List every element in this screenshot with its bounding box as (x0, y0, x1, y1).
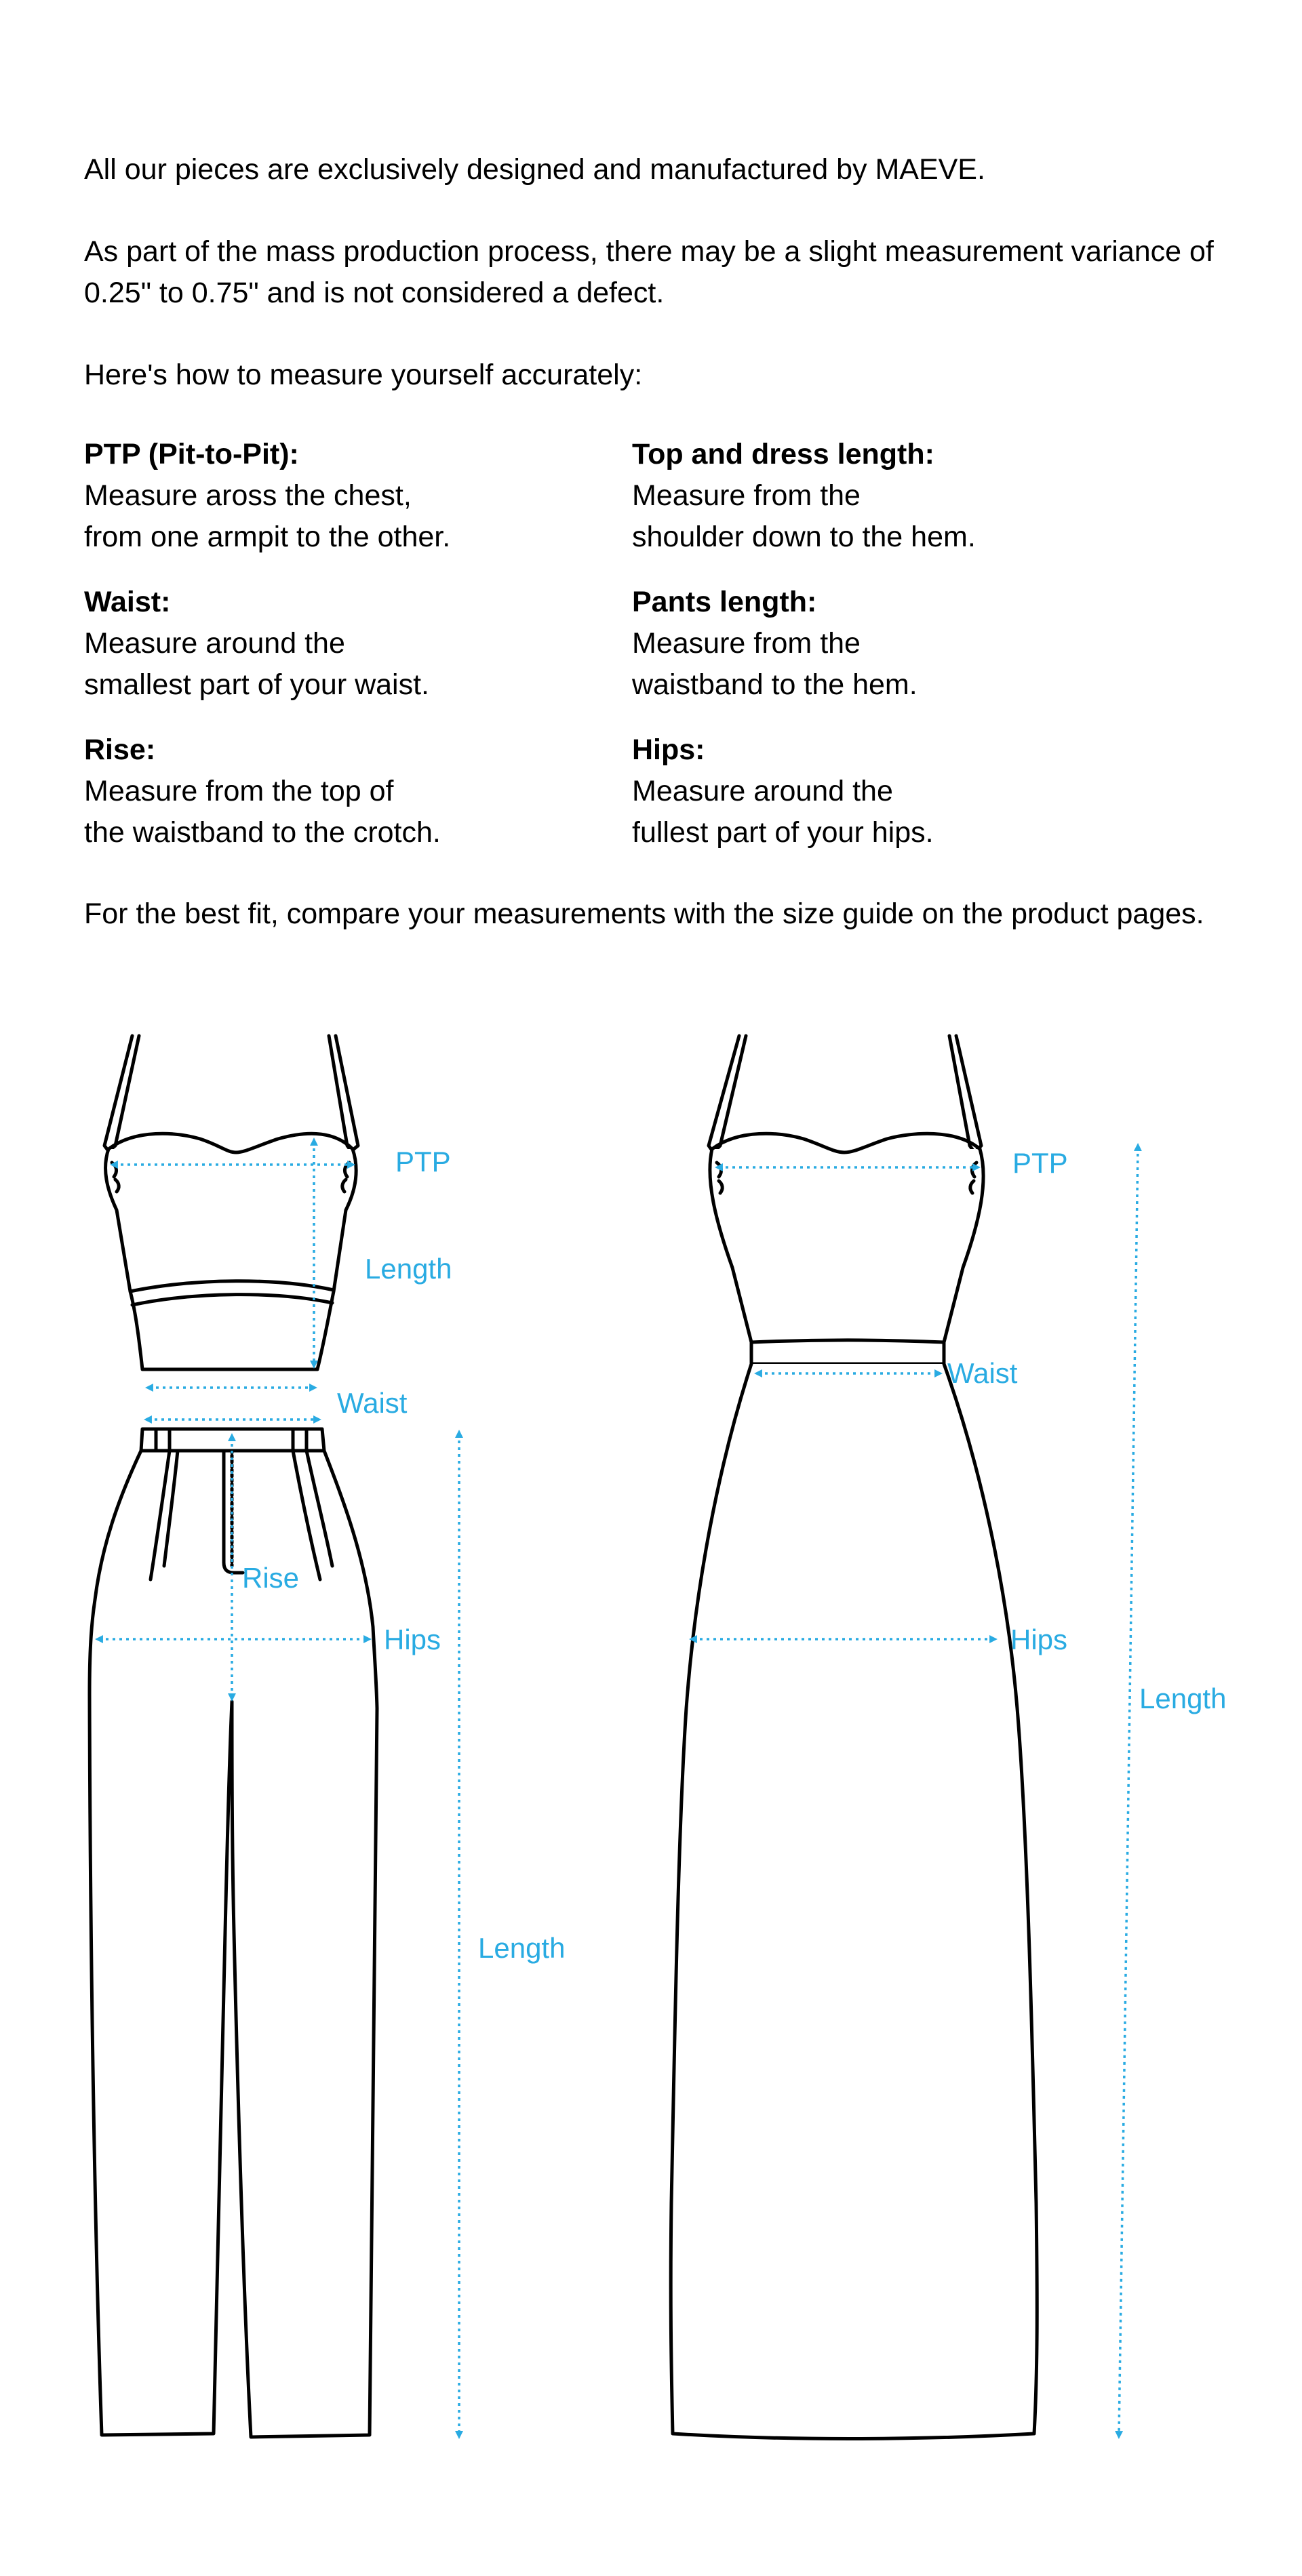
guide-item-pants-length (632, 582, 1161, 706)
guide-item-text: Measure aross the chest, (84, 479, 412, 512)
dress-length-label: Length (1139, 1683, 1227, 1714)
top-ptp-label: PTP (395, 1146, 451, 1178)
guide-item-text: Measure around the (84, 627, 345, 660)
guide-column-right (632, 434, 1161, 877)
crop-top-outline-icon (104, 1036, 358, 1369)
guide-item-title: Waist: (84, 586, 171, 618)
guide-item-title: Hips: (632, 733, 705, 766)
dress-ptp-label: PTP (1012, 1147, 1068, 1179)
dress-length-line (1119, 1147, 1138, 2435)
guide-item-text: Measure from the (632, 479, 861, 512)
intro-paragraph-brand: All our pieces are exclusively designed and manufactured by MAEVE. (84, 153, 985, 186)
guide-item-top-dress-length (632, 434, 1161, 558)
guide-item-text: the waistband to the crotch. (84, 816, 441, 849)
guide-item-title: Pants length: (632, 586, 817, 618)
outro-text: For the best fit, compare your measurements with the size guide on the product pages. (84, 898, 1204, 930)
guide-column-left (84, 434, 613, 877)
intro-text (84, 149, 1237, 427)
guide-item-rise (84, 729, 613, 853)
top-length-label: Length (365, 1253, 452, 1285)
guide-item-title: PTP (Pit-to-Pit): (84, 438, 299, 470)
guide-item-waist (84, 582, 613, 706)
guide-item-text: Measure from the top of (84, 775, 394, 807)
dress-waist-label: Waist (947, 1357, 1018, 1389)
guide-item-text: shoulder down to the hem. (632, 521, 976, 553)
guide-item-ptp (84, 434, 613, 558)
pants-hips-label: Hips (384, 1624, 441, 1655)
maxi-dress-outline-icon (671, 1036, 1037, 2439)
dress-hips-label: Hips (1010, 1624, 1068, 1655)
guide-item-text: Measure around the (632, 775, 893, 807)
guide-item-hips (632, 729, 1161, 853)
pants-outline-icon (90, 1429, 377, 2437)
guide-item-text: smallest part of your waist. (84, 668, 430, 701)
pants-length-label: Length (478, 1932, 566, 1964)
guide-item-text: fullest part of your hips. (632, 816, 934, 849)
guide-item-text: from one armpit to the other. (84, 521, 451, 553)
measurement-illustration (0, 1003, 1302, 2495)
top-waist-label: Waist (337, 1387, 408, 1419)
guide-item-title: Top and dress length: (632, 438, 934, 470)
guide-item-text: waistband to the hem. (632, 668, 918, 701)
intro-paragraph-howto: Here's how to measure yourself accurately: (84, 359, 643, 391)
pants-rise-label: Rise (242, 1562, 300, 1594)
guide-item-text: Measure from the (632, 627, 861, 660)
guide-item-title: Rise: (84, 733, 156, 766)
intro-paragraph-variance: As part of the mass production process, there may be a slight measurement variance of 0.25" to 0.75" and is not considered a defect. (84, 235, 1214, 309)
